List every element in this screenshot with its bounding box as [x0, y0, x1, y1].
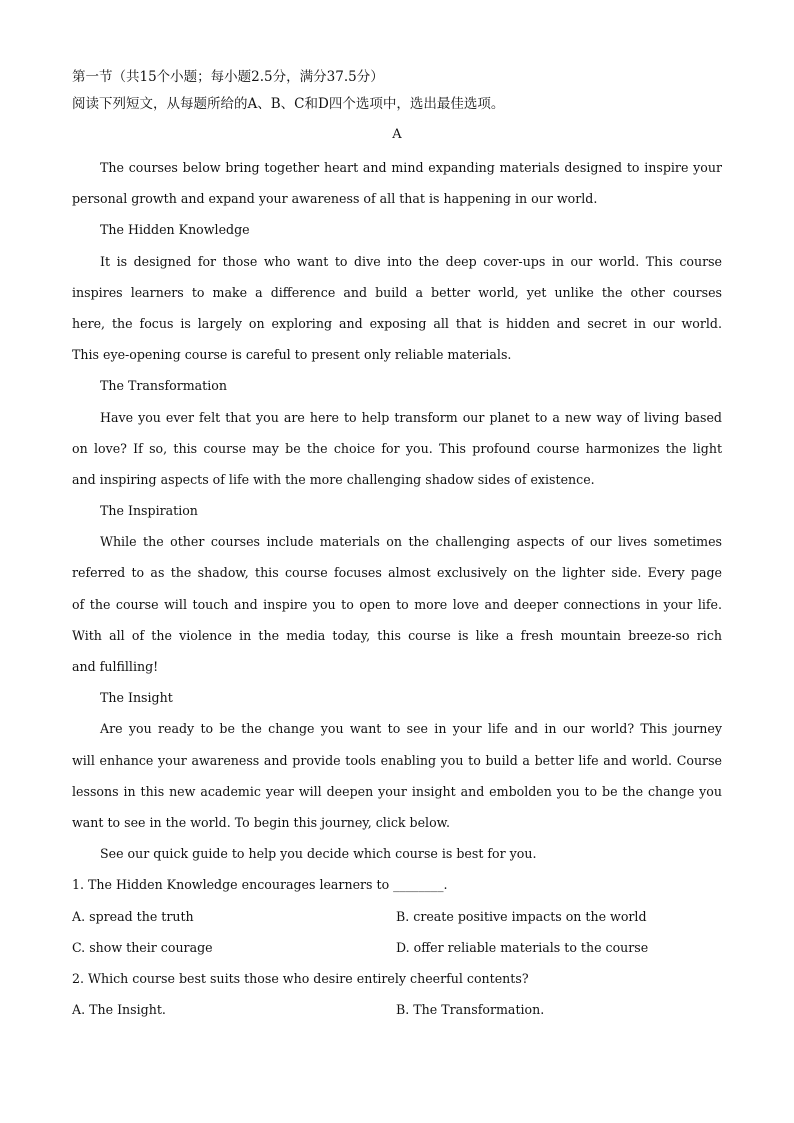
text-line: inspires learners to make a difference and build a better world, yet unlike the other courses — [72, 284, 722, 300]
option-b[interactable]: B. The Transformation. — [396, 1001, 545, 1017]
passage-label: A — [392, 127, 402, 142]
options-row — [72, 994, 722, 1025]
text-line: and fulfilling! — [72, 659, 159, 674]
text-line: With all of the violence in the media today, this course is like a fresh mountain breeze-so rich — [72, 627, 722, 643]
course-transformation — [72, 370, 722, 495]
course-inspiration — [72, 495, 722, 682]
text-line: will enhance your awareness and provide tools enabling you to build a better life and world. Course — [72, 752, 722, 768]
question-2 — [72, 963, 722, 1025]
text-line: Are you ready to be the change you want to see in your life and in our world? This journey — [100, 721, 722, 737]
text-line: lessons in this new academic year will deepen your insight and embolden you to be the change you — [72, 783, 722, 799]
text-line: Have you ever felt that you are here to help transform our planet to a new way of living based — [100, 409, 722, 425]
text-line: on love? If so, this course may be the choice for you. This profound course harmonizes the light — [72, 440, 722, 456]
text-line: This eye-opening course is careful to present only reliable materials. — [72, 347, 512, 363]
option-a[interactable]: A. spread the truth — [72, 908, 194, 924]
option-a[interactable]: A. The Insight. — [72, 1001, 166, 1017]
course-title: The Hidden Knowledge — [100, 222, 250, 238]
section-header: 第一节（共15个小题；每小题2.5分，满分37.5分） — [72, 69, 384, 85]
course-insight — [72, 682, 722, 838]
option-c[interactable]: C. show their courage — [72, 939, 213, 955]
text-line: The courses below bring together heart and mind expanding materials designed to inspire your — [100, 160, 722, 175]
intro-paragraph — [72, 152, 722, 214]
course-hidden-knowledge — [72, 214, 722, 370]
text-line: here, the focus is largely on exploring and exposing all that is hidden and secret in our world. — [72, 315, 722, 331]
exam-page — [72, 64, 722, 1025]
question-stem: 1. The Hidden Knowledge encourages learners to ________. — [72, 877, 448, 893]
options-row — [72, 901, 722, 932]
option-b[interactable]: B. create positive impacts on the world — [396, 908, 647, 924]
closing-line: See our quick guide to help you decide which course is best for you. — [100, 846, 537, 862]
question-stem: 2. Which course best suits those who desire entirely cheerful contents? — [72, 970, 529, 986]
instruction: 阅读下列短文，从每题所给的A、B、C和D四个选项中，选出最佳选项。 — [72, 96, 505, 112]
course-title: The Inspiration — [100, 503, 198, 519]
text-line: personal growth and expand your awareness of all that is happening in our world. — [72, 191, 598, 207]
course-title: The Transformation — [100, 378, 227, 394]
text-line: referred to as the shadow, this course focuses almost exclusively on the lighter side. Every page — [72, 565, 722, 581]
text-line: and inspiring aspects of life with the more challenging shadow sides of existence. — [72, 471, 595, 487]
text-line: want to see in the world. To begin this journey, click below. — [72, 814, 450, 830]
options-row — [72, 932, 722, 963]
option-d[interactable]: D. offer reliable materials to the course — [396, 939, 649, 955]
question-1 — [72, 869, 722, 962]
course-title: The Insight — [100, 690, 173, 706]
text-line: While the other courses include materials on the challenging aspects of our lives sometimes — [100, 534, 722, 550]
text-line: of the course will touch and inspire you to open to more love and deeper connections in your life. — [72, 596, 722, 612]
text-line: It is designed for those who want to dive into the deep cover-ups in our world. This course — [100, 253, 722, 269]
